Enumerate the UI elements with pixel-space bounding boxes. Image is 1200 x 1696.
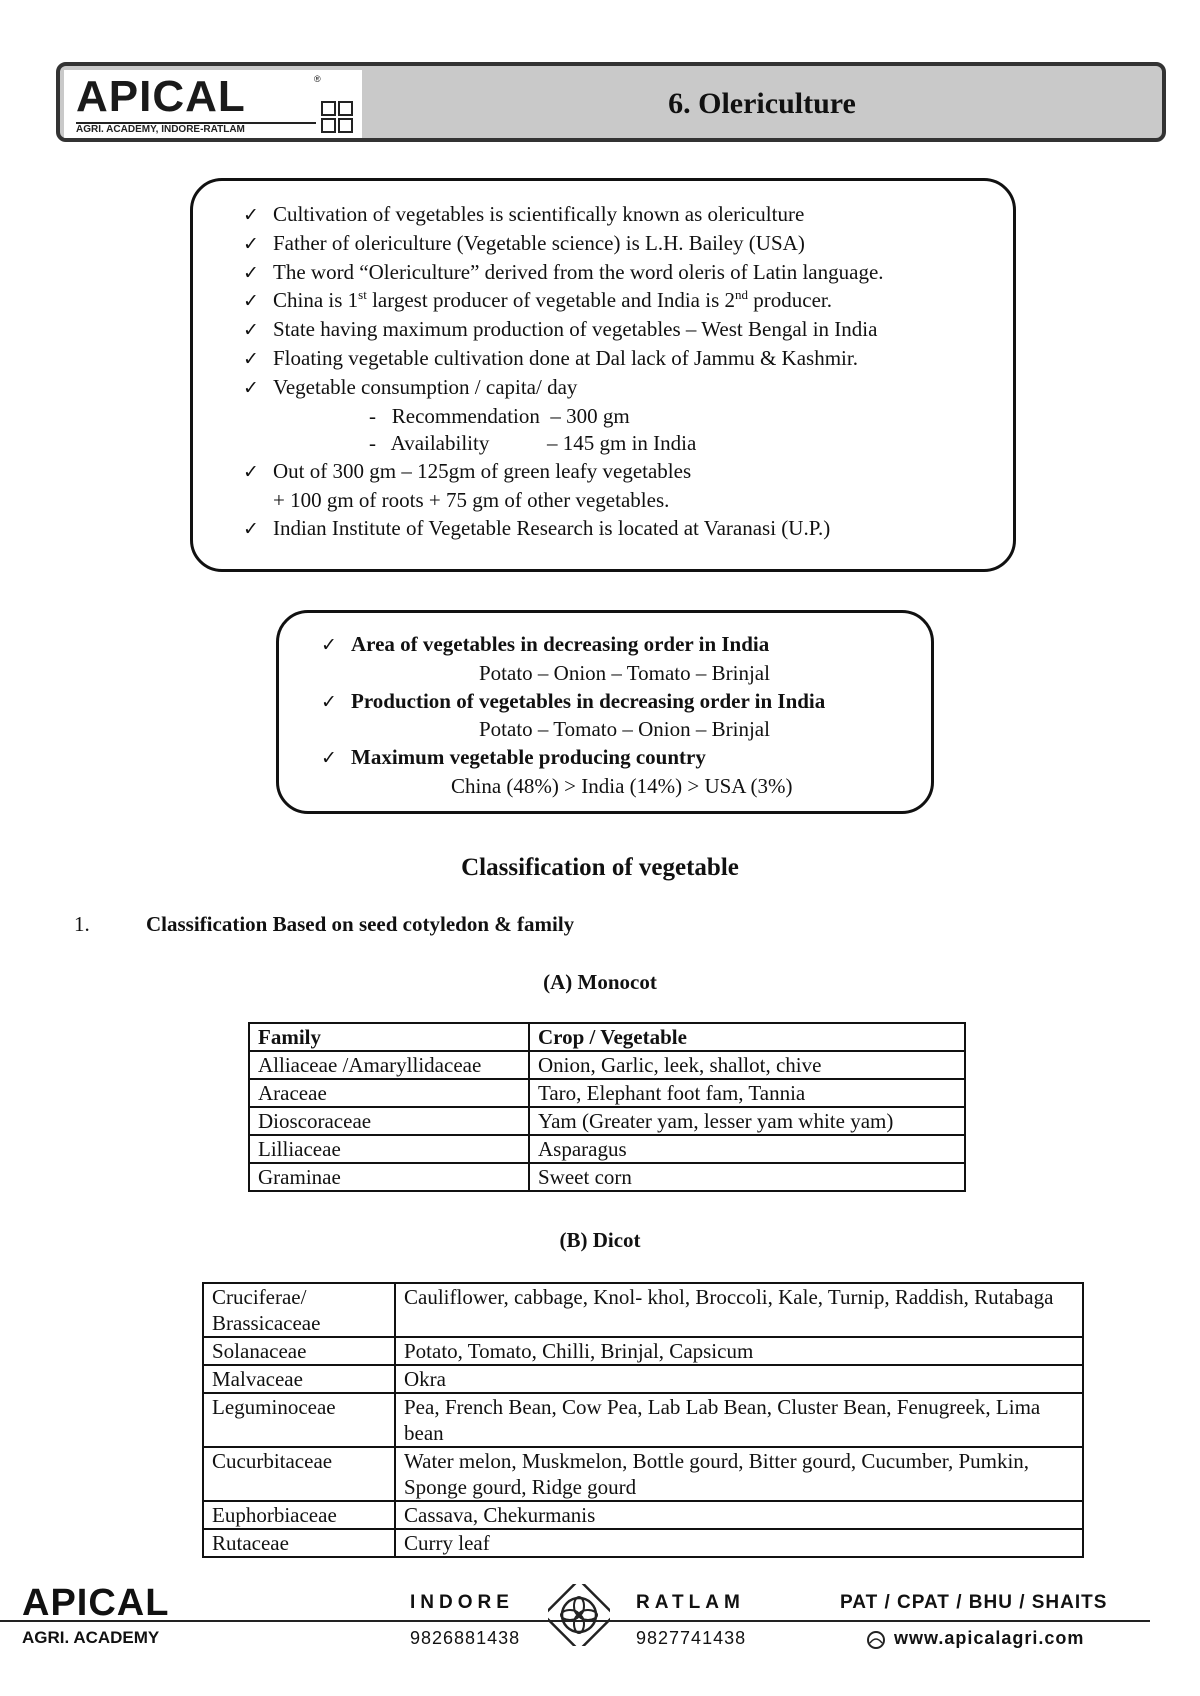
- classification-heading: 1. Classification Based on seed cotyledon & family: [74, 912, 575, 936]
- fact-item: ✓ Vegetable consumption / capita/ day: [243, 374, 1013, 403]
- fact-item-continued: + 100 gm of roots + 75 gm of other vegetables.: [273, 487, 670, 512]
- footer-city-indore: INDORE: [410, 1592, 514, 1613]
- table-row: Leguminoceae Pea, French Bean, Cow Pea, Lab Lab Bean, Cluster Bean, Fenugreek, Lima bean: [203, 1393, 1083, 1447]
- fact-item: ✓ The word “Olericulture” derived from the word oleris of Latin language.: [243, 259, 1013, 288]
- check-icon: ✓: [321, 634, 337, 656]
- column-header: Crop / Vegetable: [529, 1023, 965, 1051]
- ranking-order: China (48%) > India (14%) > USA (3%): [451, 773, 793, 798]
- check-icon: ✓: [243, 261, 259, 284]
- ranking-order: Potato – Onion – Tomato – Brinjal: [479, 660, 770, 685]
- page-footer: [0, 1582, 1200, 1696]
- fact-item: ✓ State having maximum production of vegetables – West Bengal in India: [243, 316, 1013, 345]
- table-row: Graminae Sweet corn: [249, 1163, 965, 1191]
- check-icon: ✓: [321, 747, 337, 770]
- academy-emblem-icon: [548, 1584, 610, 1646]
- globe-icon: [866, 1630, 886, 1650]
- check-icon: ✓: [321, 690, 337, 713]
- logo-wordmark: APICAL: [76, 72, 246, 121]
- table-row: Lilliaceae Asparagus: [249, 1135, 965, 1163]
- ranking-heading: ✓ Area of vegetables in decreasing order in India: [321, 631, 931, 660]
- footer-phone-ratlam: 9827741438: [636, 1628, 747, 1648]
- table-row: Cruciferae/ Brassicaceae Cauliflower, cabbage, Knol- khol, Broccoli, Kale, Turnip, Raddish, Rutabaga: [203, 1283, 1083, 1337]
- check-icon: ✓: [243, 517, 259, 540]
- check-icon: ✓: [243, 204, 259, 226]
- fact-item: ✓ China is 1st largest producer of vegetable and India is 2nd producer.: [243, 287, 1013, 316]
- ranking-heading: ✓ Maximum vegetable producing country: [321, 744, 931, 773]
- check-icon: ✓: [243, 232, 259, 255]
- check-icon: ✓: [243, 461, 259, 484]
- chapter-title: 6. Olericulture: [668, 87, 856, 120]
- fact-item: ✓ Floating vegetable cultivation done at Dal lack of Jammu & Kashmir.: [243, 345, 1013, 374]
- table-row: Malvaceae Okra: [203, 1365, 1083, 1393]
- table-row: Cucurbitaceae Water melon, Muskmelon, Bottle gourd, Bitter gourd, Cucumber, Pumkin, Sponge gourd, Ridge gourd: [203, 1447, 1083, 1501]
- check-icon: ✓: [243, 319, 259, 342]
- fact-item: ✓ Cultivation of vegetables is scientifically known as olericulture: [243, 201, 1013, 230]
- table-row: Euphorbiaceae Cassava, Chekurmanis: [203, 1501, 1083, 1529]
- monocot-title: (A) Monocot: [543, 970, 657, 994]
- table-row: Dioscoraceae Yam (Greater yam, lesser yam white yam): [249, 1107, 965, 1135]
- footer-phone-indore: 9826881438: [410, 1628, 521, 1648]
- dicot-title: (B) Dicot: [559, 1228, 641, 1252]
- check-icon: ✓: [243, 347, 259, 370]
- table-row: Solanaceae Potato, Tomato, Chilli, Brinjal, Capsicum: [203, 1337, 1083, 1365]
- dicot-table: [202, 1282, 1084, 1558]
- facts-box: [190, 178, 1016, 572]
- grid-logo-icon: [320, 100, 354, 134]
- fact-item: ✓ Indian Institute of Vegetable Research is located at Varanasi (U.P.): [243, 515, 1013, 544]
- page-header: [56, 62, 1166, 142]
- check-icon: ✓: [243, 376, 259, 399]
- logo-tagline: AGRI. ACADEMY, INDORE-RATLAM: [76, 122, 316, 136]
- footer-logo-tagline: AGRI. ACADEMY: [22, 1628, 160, 1647]
- table-header-row: [249, 1023, 965, 1051]
- footer-logo: APICAL: [22, 1582, 170, 1624]
- monocot-table: [248, 1022, 966, 1192]
- table-row: Araceae Taro, Elephant foot fam, Tannia: [249, 1079, 965, 1107]
- fact-item: ✓ Out of 300 gm – 125gm of green leafy vegetables: [243, 458, 1013, 487]
- fact-item: ✓ Father of olericulture (Vegetable science) is L.H. Bailey (USA): [243, 230, 1013, 259]
- footer-city-ratlam: RATLAM: [636, 1592, 745, 1613]
- ranking-heading: ✓ Production of vegetables in decreasing order in India: [321, 688, 931, 717]
- section-title: Classification of vegetable: [461, 854, 739, 881]
- rankings-box: [276, 610, 934, 814]
- registered-mark: ®: [314, 74, 321, 84]
- footer-website[interactable]: www.apicalagri.com: [894, 1628, 1085, 1648]
- ranking-order: Potato – Tomato – Onion – Brinjal: [479, 717, 770, 742]
- footer-exams: PAT / CPAT / BHU / SHAITS: [840, 1592, 1108, 1613]
- column-header: Family: [249, 1023, 529, 1051]
- table-row: Alliaceae /Amaryllidaceae Onion, Garlic, leek, shallot, chive: [249, 1051, 965, 1079]
- apical-logo: [64, 70, 362, 138]
- consumption-availability: - Availability – 145 gm in India: [369, 431, 697, 456]
- consumption-recommendation: - Recommendation – 300 gm: [369, 403, 630, 428]
- check-icon: ✓: [243, 290, 259, 313]
- table-row: Rutaceae Curry leaf: [203, 1529, 1083, 1557]
